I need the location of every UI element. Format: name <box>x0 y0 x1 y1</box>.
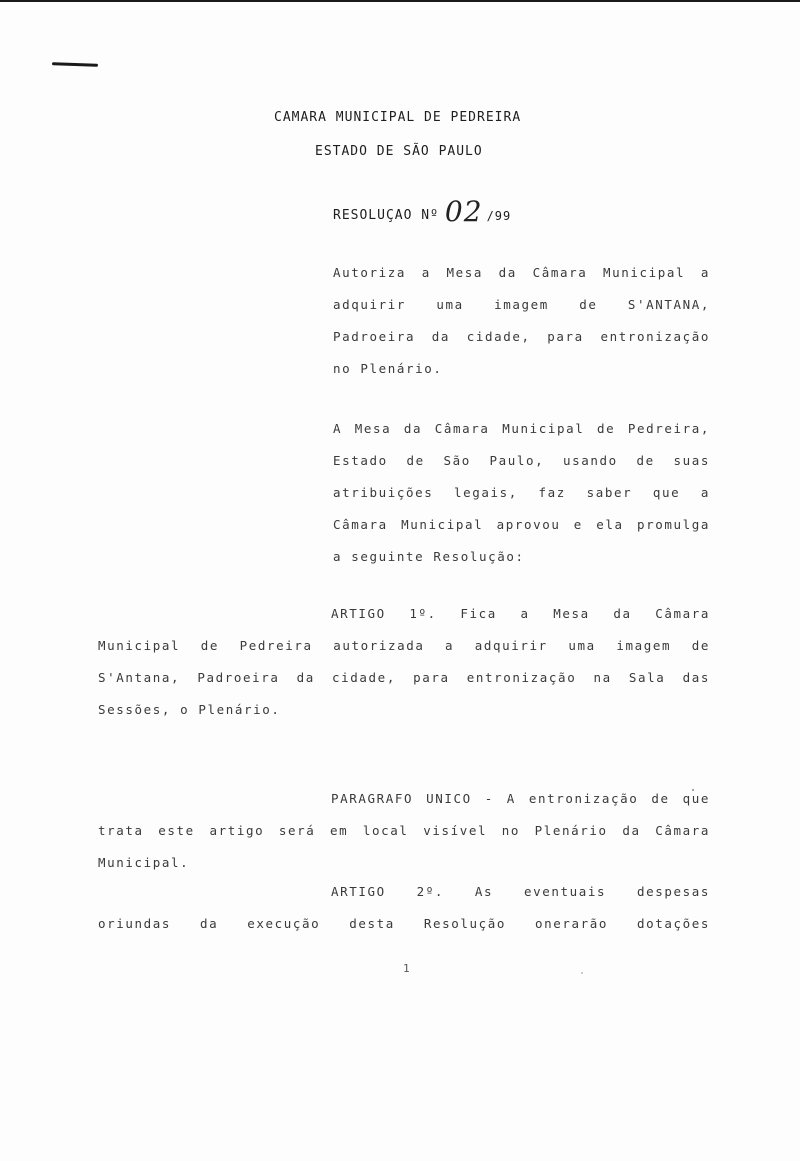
scan-top-border <box>0 0 800 2</box>
ementa-line: Autoriza a Mesa da Câmara Municipal a <box>333 265 710 280</box>
preamble-block <box>333 420 710 580</box>
preamble-line: Estado de São Paulo, usando de suas <box>333 453 710 468</box>
article-1-line: ARTIGO 1º. Fica a Mesa da Câmara <box>331 606 710 621</box>
sole-paragraph-line: trata este artigo será em local visível no Plenário da Câmara <box>98 823 710 838</box>
article-1-line: Municipal de Pedreira autorizada a adquirir uma imagem de <box>98 638 710 653</box>
stray-pen-mark <box>52 62 98 67</box>
state-title: ESTADO DE SÃO PAULO <box>315 144 483 159</box>
resolution-prefix: RESOLUÇAO Nº <box>333 208 439 223</box>
scan-speck <box>692 789 694 791</box>
article-2-block <box>98 883 710 947</box>
article-1-line: Sessões, o Plenário. <box>98 702 281 717</box>
sole-paragraph-block <box>98 790 710 886</box>
sole-paragraph-line: PARAGRAFO UNICO - A entronização de que <box>331 791 710 806</box>
resolution-number-line <box>333 195 512 228</box>
preamble-line: Câmara Municipal aprovou e ela promulga <box>333 517 710 532</box>
resolution-year: /99 <box>486 209 512 223</box>
preamble-line: atribuições legais, faz saber que a <box>333 485 710 500</box>
article-2-line: ARTIGO 2º. As eventuais despesas <box>331 884 710 899</box>
page-number: 1 <box>403 962 410 975</box>
scan-speck <box>581 972 583 974</box>
sole-paragraph-line: Municipal. <box>98 855 190 870</box>
chamber-title: CAMARA MUNICIPAL DE PEDREIRA <box>274 110 522 125</box>
ementa-block <box>333 264 710 392</box>
ementa-line: adquirir uma imagem de S'ANTANA, <box>333 297 710 312</box>
ementa-line: no Plenário. <box>333 361 443 376</box>
preamble-line: a seguinte Resolução: <box>333 549 525 564</box>
ementa-line: Padroeira da cidade, para entronização <box>333 329 710 344</box>
article-1-block <box>98 605 710 733</box>
resolution-number-handwritten: 02 <box>444 195 483 228</box>
article-2-line: oriundas da execução desta Resolução onerarão dotações <box>98 916 710 931</box>
article-1-line: S'Antana, Padroeira da cidade, para entronização na Sala das <box>98 670 710 685</box>
preamble-line: A Mesa da Câmara Municipal de Pedreira, <box>333 421 710 436</box>
